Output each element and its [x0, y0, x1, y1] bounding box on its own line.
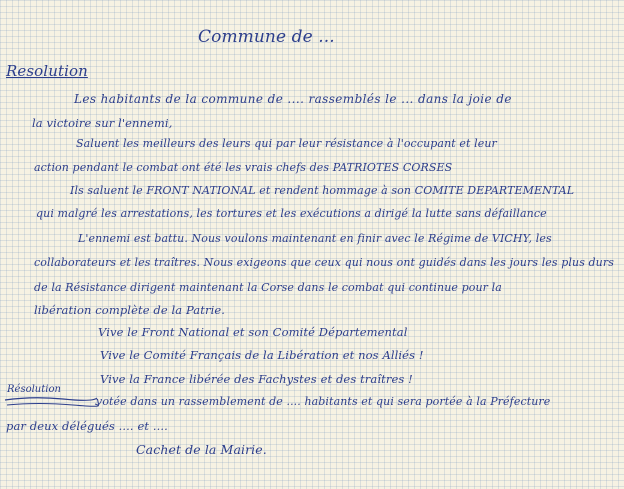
document-heading: Resolution: [6, 62, 88, 80]
text-line: action pendant le combat ont été les vrais chefs des PATRIOTES CORSES: [34, 161, 453, 174]
text-line: L'ennemi est battu. Nous voulons maintenant en finir avec le Régime de VICHY, les: [78, 232, 552, 245]
slogan-line: Vive la France libérée des Fachystes et des traîtres !: [100, 372, 413, 386]
margin-note: [3, 384, 99, 410]
margin-strikeout-icon: [3, 384, 99, 410]
text-line: Saluent les meilleurs des leurs qui par leur résistance à l'occupant et leur: [76, 137, 497, 150]
text-line: collaborateurs et les traîtres. Nous exigeons que ceux qui nous ont guidés dans les jours les plus durs: [34, 256, 614, 269]
text-line: de la Résistance dirigent maintenant la Corse dans le combat qui continue pour la: [34, 281, 502, 294]
text-line: la victoire sur l'ennemi,: [32, 116, 173, 130]
text-line: par deux délégués .... et ....: [6, 419, 168, 433]
margin-note-text: Résolution: [7, 384, 61, 395]
text-line: libération complète de la Patrie.: [34, 303, 226, 317]
slogan-line: Vive le Comité Français de la Libération et nos Alliés !: [100, 348, 424, 362]
text-line: Ils saluent le FRONT NATIONAL et rendent hommage à son COMITE DEPARTEMENTAL: [70, 184, 575, 197]
signature-line: Cachet de la Mairie.: [136, 442, 267, 457]
slogan-line: Vive le Front National et son Comité Départemental: [98, 325, 408, 339]
text-line: votée dans un rassemblement de .... habitants et qui sera portée à la Préfecture: [96, 395, 551, 408]
text-line: qui malgré les arrestations, les tortures et les exécutions a dirigé la lutte sans défaillance: [36, 207, 547, 220]
document-title: Commune de ...: [198, 27, 335, 47]
text-line: Les habitants de la commune de .... rassemblés le ... dans la joie de: [74, 92, 512, 106]
